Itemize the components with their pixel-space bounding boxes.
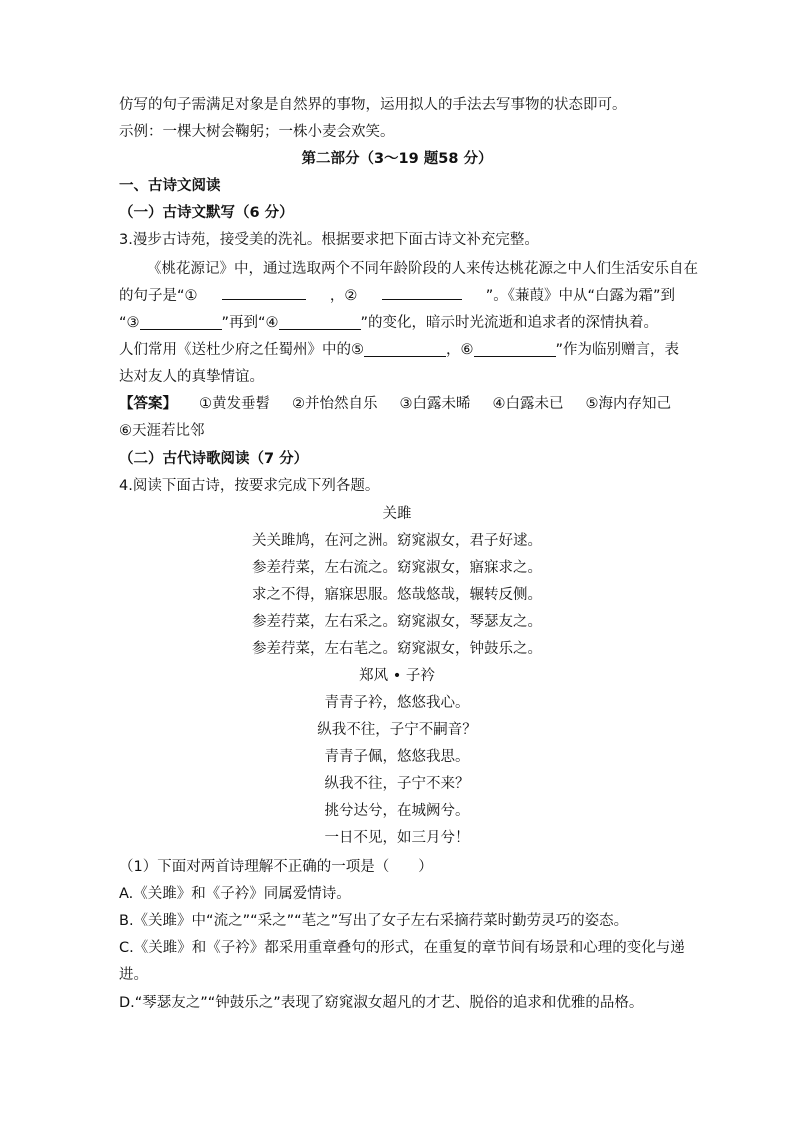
q4-sub1-stem: （1）下面对两首诗理解不正确的一项是（ ） [119,859,433,875]
answer-item: ①黄发垂髫 [199,396,270,412]
poem1-line: 参差荇菜，左右采之。窈窕淑女，琴瑟友之。 [252,614,542,630]
sub1-title: （一）古诗文默写（6 分） [119,205,294,221]
q4-stem: 4.阅读下面古诗，按要求完成下列各题。 [119,478,380,494]
q3-text: 的句子是“① [119,288,198,304]
blank-1[interactable] [222,283,306,300]
option-b: B.《关雎》中“流之”“采之”“芼之”写出了女子左右采摘荇菜时勤劳灵巧的姿态。 [119,913,629,929]
q3-text: 人们常用《送杜少府之任蜀州》中的⑤ [119,342,364,358]
poem2-line: 一日不见，如三月兮！ [324,830,470,846]
intro-line-1: 仿写的句子需满足对象是自然界的事物，运用拟人的手法去写事物的状态即可。 [119,97,627,113]
blank-4[interactable] [279,313,361,330]
q3-text: ”作为临别赠言，表 [555,342,680,358]
poem1-title: 关雎 [382,506,412,522]
q3-text: ，② [329,288,358,304]
blank-5[interactable] [364,340,446,357]
q3-answer-line [119,391,675,418]
q3-answer-line-2: ⑥天涯若比邻 [119,423,205,439]
q3-para-line-4 [119,337,680,364]
part2-title: 第二部分（3～19 题58 分） [301,151,493,167]
q3-para-line-1: 《桃花源记》中，通过选取两个不同年龄阶段的人来传达桃花源之中人们生活安乐自在 [147,261,698,277]
answer-item: ④白露未已 [492,396,564,412]
blank-3[interactable] [140,313,222,330]
option-c: C.《关雎》和《子衿》都采用重章叠句的形式，在重复的章节间有场景和心理的变化与递 [119,940,685,956]
poem2-line: 纵我不往，子宁不来？ [324,776,470,792]
poem2-title: 郑风 • 子衿 [359,668,435,684]
poem2-line: 挑兮达兮，在城阙兮。 [324,803,470,819]
poem1-line: 求之不得，寤寐思服。悠哉悠哉，辗转反侧。 [252,587,542,603]
q3-para-line-3 [119,310,675,337]
q3-text: ”的变化，暗示时光流逝和追求者的深情执着。 [360,315,659,331]
poem1-line: 参差荇菜，左右芼之。窈窕淑女，钟鼓乐之。 [252,641,542,657]
option-c-cont: 进。 [119,967,148,983]
q3-text: ，⑥ [446,342,474,358]
q3-text: ”。《蒹葭》中从“白露为霜”到 [485,288,675,304]
sub2-title: （二）古代诗歌阅读（7 分） [119,451,309,467]
poem2-line: 青青子衿，悠悠我心。 [324,695,470,711]
answer-item: ②并怡然自乐 [292,396,378,412]
poem2-line: 青青子佩，悠悠我思。 [324,749,470,765]
option-d: D.“琴瑟友之”“钟鼓乐之”表现了窈窕淑女超凡的才艺、脱俗的追求和优雅的品格。 [119,995,644,1011]
q3-text: ”再到“④ [221,315,279,331]
poem2-line: 纵我不往，子宁不嗣音？ [317,722,477,738]
answer-item: ③白露未晞 [399,396,471,412]
answer-label: 【答案】 [119,396,177,412]
section1-title: 一、古诗文阅读 [119,178,221,194]
answer-item: ⑤海内存知己 [585,396,671,412]
blank-6[interactable] [474,340,556,357]
option-a: A.《关雎》和《子衿》同属爱情诗。 [119,886,351,902]
blank-2[interactable] [382,283,462,300]
q3-text: “③ [119,315,140,331]
q3-para-line-2 [119,283,675,310]
poem1-line: 关关雎鸠，在河之洲。窈窕淑女，君子好逑。 [252,533,542,549]
q3-para-line-5: 达对友人的真挚情谊。 [119,369,264,385]
poem1-line: 参差荇菜，左右流之。窈窕淑女，寤寐求之。 [252,560,542,576]
q3-stem: 3.漫步古诗苑，接受美的洗礼。根据要求把下面古诗文补充完整。 [119,232,539,248]
intro-line-2: 示例：一棵大树会鞠躬；一株小麦会欢笑。 [119,124,395,140]
